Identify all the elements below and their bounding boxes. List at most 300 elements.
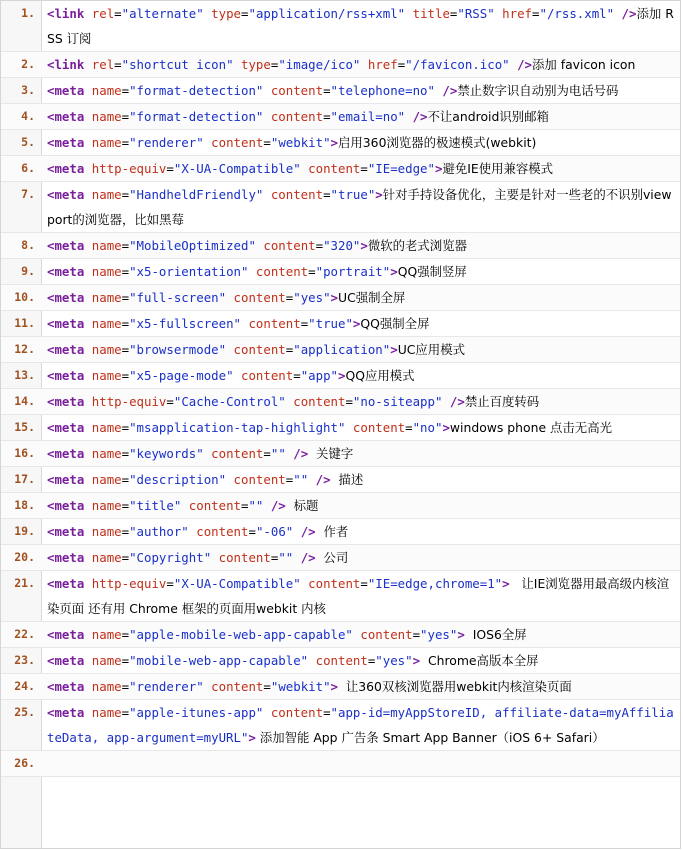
tag-close: /> xyxy=(509,57,532,72)
space xyxy=(263,109,270,124)
attribute-name: name xyxy=(91,316,122,331)
code-content xyxy=(41,259,680,284)
attribute-value: "shortcut icon" xyxy=(121,57,234,72)
equals: = xyxy=(397,57,406,72)
tag-name: <meta xyxy=(47,342,85,357)
attribute-name: content xyxy=(218,550,271,565)
attribute-name: http-equiv xyxy=(91,161,167,176)
space xyxy=(84,653,91,668)
tag-close: > xyxy=(330,679,339,694)
code-line xyxy=(1,519,680,545)
equals: = xyxy=(121,705,130,720)
space xyxy=(84,342,91,357)
attribute-value: "alternate" xyxy=(121,6,204,21)
equals: = xyxy=(121,446,130,461)
line-comment: 不让android识别邮箱 xyxy=(427,109,549,124)
equals: = xyxy=(121,550,130,565)
line-number: 19. xyxy=(14,524,35,538)
line-comment: QQ强制竖屏 xyxy=(397,264,467,279)
code-content xyxy=(41,545,680,570)
equals: = xyxy=(121,238,130,253)
line-comment: 标题 xyxy=(285,498,319,513)
attribute-value: "format-detection" xyxy=(129,109,264,124)
attribute-value: "IE=edge,chrome=1" xyxy=(367,576,503,591)
line-number: 10. xyxy=(14,290,35,304)
attribute-name: name xyxy=(91,627,122,642)
code-line xyxy=(1,52,680,78)
attribute-name: href xyxy=(367,57,398,72)
attribute-value: "full-screen" xyxy=(129,290,227,305)
tag-close: /> xyxy=(293,550,316,565)
code-line xyxy=(1,648,680,674)
tag-name: <link xyxy=(47,6,85,21)
space xyxy=(263,705,270,720)
code-line xyxy=(1,700,680,751)
attribute-name: name xyxy=(91,679,122,694)
attribute-value: "yes" xyxy=(420,627,458,642)
line-comment: 启用360浏览器的极速模式(webkit) xyxy=(338,135,537,150)
attribute-value: "apple-itunes-app" xyxy=(129,705,264,720)
attribute-name: content xyxy=(360,627,413,642)
code-content xyxy=(41,674,680,699)
line-comment: UC强制全屏 xyxy=(338,290,406,305)
attribute-value: "application" xyxy=(293,342,391,357)
attribute-name: name xyxy=(91,653,122,668)
attribute-name: name xyxy=(91,290,122,305)
attribute-value: "format-detection" xyxy=(129,83,264,98)
attribute-name: content xyxy=(352,420,406,435)
equals: = xyxy=(308,264,316,279)
equals: = xyxy=(532,6,540,21)
code-content xyxy=(41,337,680,362)
tag-close: > xyxy=(390,342,398,357)
attribute-name: content xyxy=(308,161,361,176)
tag-name: <meta xyxy=(47,264,85,279)
code-content xyxy=(41,1,680,51)
equals: = xyxy=(166,576,174,591)
tag-name: <meta xyxy=(47,316,85,331)
line-number: 2. xyxy=(21,57,35,71)
code-line xyxy=(1,104,680,130)
line-comment: 让IE浏览器用最高级内核渲染页面 还有用 Chrome 框架的页面用webkit 内核 xyxy=(47,576,670,616)
equals: = xyxy=(270,550,279,565)
tag-close: > xyxy=(338,368,346,383)
attribute-name: name xyxy=(91,342,122,357)
tag-close: > xyxy=(360,238,368,253)
attribute-value: "Cache-Control" xyxy=(173,394,286,409)
code-line xyxy=(1,363,680,389)
attribute-name: name xyxy=(91,135,122,150)
equals: = xyxy=(241,498,249,513)
code-line xyxy=(1,415,680,441)
tag-close: > xyxy=(457,627,465,642)
line-comment: 描述 xyxy=(330,472,364,487)
attribute-value: "image/ico" xyxy=(278,57,361,72)
tag-name: <meta xyxy=(47,653,85,668)
space xyxy=(84,446,91,461)
line-comment: UC应用模式 xyxy=(397,342,465,357)
tag-name: <meta xyxy=(47,161,85,176)
line-number: 14. xyxy=(14,394,35,408)
line-number: 24. xyxy=(14,679,35,693)
tag-close: > xyxy=(330,135,339,150)
equals: = xyxy=(360,576,368,591)
line-number: 22. xyxy=(14,627,35,641)
space xyxy=(84,679,91,694)
line-number: 11. xyxy=(14,316,35,330)
attribute-name: content xyxy=(255,264,309,279)
attribute-name: content xyxy=(270,109,324,124)
equals: = xyxy=(285,342,294,357)
tag-close: > xyxy=(412,653,421,668)
space xyxy=(308,653,315,668)
tag-close: > xyxy=(248,730,256,745)
attribute-name: name xyxy=(91,264,122,279)
code-line xyxy=(1,545,680,571)
space xyxy=(84,472,91,487)
equals: = xyxy=(114,57,122,72)
tag-name: <meta xyxy=(47,420,85,435)
tag-close: > xyxy=(442,420,450,435)
line-comment: IOS6全屏 xyxy=(464,627,527,642)
equals: = xyxy=(323,109,331,124)
space xyxy=(405,6,412,21)
attribute-name: title xyxy=(412,6,450,21)
attribute-name: content xyxy=(233,290,286,305)
space xyxy=(84,109,91,124)
equals: = xyxy=(241,6,249,21)
code-content xyxy=(41,441,680,466)
attribute-value: "X-UA-Compatible" xyxy=(173,576,301,591)
equals: = xyxy=(121,524,130,539)
attribute-name: name xyxy=(91,368,122,383)
code-line xyxy=(1,182,680,233)
line-comment: 公司 xyxy=(315,550,349,565)
code-content xyxy=(41,363,680,388)
attribute-name: content xyxy=(233,342,286,357)
attribute-value: "/rss.xml" xyxy=(539,6,615,21)
code-line xyxy=(1,156,680,182)
attribute-name: name xyxy=(91,550,122,565)
line-comment: 关键字 xyxy=(308,446,354,461)
attribute-value: "RSS" xyxy=(457,6,495,21)
tag-close: /> xyxy=(293,524,316,539)
line-number: 3. xyxy=(21,83,35,97)
tag-name: <meta xyxy=(47,109,85,124)
code-content xyxy=(41,130,680,155)
attribute-value: "keywords" xyxy=(129,446,204,461)
attribute-name: type xyxy=(211,6,242,21)
equals: = xyxy=(121,342,130,357)
line-comment: 添加智能 App 广告条 Smart App Banner（iOS 6+ Safari） xyxy=(255,730,605,745)
equals: = xyxy=(121,368,130,383)
attribute-value: "X-UA-Compatible" xyxy=(173,161,301,176)
tag-close: > xyxy=(434,161,443,176)
line-comment: 添加 RSS 订阅 xyxy=(47,6,674,46)
line-number: 4. xyxy=(21,109,35,123)
line-comment: 禁止百度转码 xyxy=(464,394,540,409)
code-content xyxy=(41,52,680,77)
code-line xyxy=(1,389,680,415)
attribute-value: "mobile-web-app-capable" xyxy=(129,653,309,668)
attribute-name: name xyxy=(91,472,122,487)
equals: = xyxy=(121,498,130,513)
attribute-value: "no-siteapp" xyxy=(352,394,443,409)
tag-close: > xyxy=(375,187,383,202)
attribute-name: content xyxy=(263,238,316,253)
attribute-value: "application/rss+xml" xyxy=(248,6,406,21)
tag-name: <link xyxy=(47,57,85,72)
tag-name: <meta xyxy=(47,679,85,694)
code-content xyxy=(41,467,680,492)
attribute-name: content xyxy=(233,472,286,487)
code-content xyxy=(41,389,680,414)
code-content xyxy=(41,571,680,621)
space xyxy=(263,187,270,202)
attribute-value: "yes" xyxy=(293,290,331,305)
equals: = xyxy=(367,653,376,668)
attribute-value: "x5-orientation" xyxy=(129,264,249,279)
tag-close: /> xyxy=(442,394,465,409)
attribute-value: "IE=edge" xyxy=(367,161,435,176)
equals: = xyxy=(323,83,331,98)
line-comment: 避免IE使用兼容模式 xyxy=(442,161,554,176)
attribute-name: content xyxy=(196,524,249,539)
code-content xyxy=(41,493,680,518)
line-number: 6. xyxy=(21,161,35,175)
attribute-value: "apple-mobile-web-app-capable" xyxy=(129,627,353,642)
space xyxy=(84,368,91,383)
tag-name: <meta xyxy=(47,187,85,202)
tag-close: /> xyxy=(405,109,428,124)
line-number: 5. xyxy=(21,135,35,149)
tag-name: <meta xyxy=(47,627,85,642)
tag-name: <meta xyxy=(47,550,85,565)
space xyxy=(234,368,241,383)
space xyxy=(248,264,255,279)
tag-name: <meta xyxy=(47,83,85,98)
code-line xyxy=(1,311,680,337)
line-number: 9. xyxy=(21,264,35,278)
code-line xyxy=(1,78,680,104)
space xyxy=(345,420,352,435)
line-number: 15. xyxy=(14,420,35,434)
attribute-name: name xyxy=(91,238,122,253)
line-number: 18. xyxy=(14,498,35,512)
equals: = xyxy=(121,135,130,150)
tag-name: <meta xyxy=(47,394,85,409)
equals: = xyxy=(315,238,324,253)
attribute-name: content xyxy=(270,705,324,720)
code-line xyxy=(1,259,680,285)
code-content xyxy=(41,104,680,129)
equals: = xyxy=(248,524,256,539)
attribute-value: "author" xyxy=(129,524,189,539)
code-line xyxy=(1,467,680,493)
equals: = xyxy=(166,161,174,176)
attribute-value: "app-id=myAppStoreID, affiliate-data=myAffiliateData, app-argument=myURL" xyxy=(47,705,674,745)
tag-name: <meta xyxy=(47,498,85,513)
tag-close: /> xyxy=(263,498,286,513)
line-comment: 针对手持设备优化，主要是针对一些老的不识别viewport的浏览器，比如黑莓 xyxy=(47,187,672,227)
code-content xyxy=(41,700,680,750)
attribute-value: "MobileOptimized" xyxy=(129,238,256,253)
tag-close: > xyxy=(502,576,510,591)
line-number: 26. xyxy=(14,756,35,770)
line-number: 1. xyxy=(21,6,35,20)
space xyxy=(234,57,241,72)
tag-name: <meta xyxy=(47,238,85,253)
line-number: 23. xyxy=(14,653,35,667)
attribute-name: name xyxy=(91,420,122,435)
space xyxy=(84,524,91,539)
code-content xyxy=(41,78,680,103)
code-content xyxy=(41,415,680,440)
attribute-name: name xyxy=(91,498,122,513)
attribute-value: "" xyxy=(270,446,286,461)
line-comment: 添加 favicon icon xyxy=(532,57,636,72)
tag-name: <meta xyxy=(47,705,85,720)
line-number: 25. xyxy=(14,705,35,719)
attribute-value: "x5-fullscreen" xyxy=(129,316,241,331)
equals: = xyxy=(121,290,130,305)
equals: = xyxy=(285,290,294,305)
code-content xyxy=(41,285,680,310)
equals: = xyxy=(412,627,421,642)
attribute-value: "portrait" xyxy=(315,264,391,279)
tag-name: <meta xyxy=(47,135,85,150)
attribute-value: "" xyxy=(278,550,294,565)
space xyxy=(226,290,233,305)
attribute-value: "true" xyxy=(308,316,353,331)
empty xyxy=(47,756,54,771)
space xyxy=(84,627,91,642)
line-number: 13. xyxy=(14,368,35,382)
space xyxy=(84,550,91,565)
attribute-value: "/favicon.ico" xyxy=(405,57,510,72)
space xyxy=(181,498,188,513)
tag-name: <meta xyxy=(47,524,85,539)
attribute-name: name xyxy=(91,524,122,539)
tag-name: <meta xyxy=(47,290,85,305)
attribute-value: "telephone=no" xyxy=(330,83,435,98)
space xyxy=(84,498,91,513)
attribute-value: "renderer" xyxy=(129,135,204,150)
equals: = xyxy=(323,705,331,720)
attribute-name: href xyxy=(502,6,533,21)
attribute-value: "title" xyxy=(129,498,182,513)
line-comment: QQ强制全屏 xyxy=(360,316,430,331)
line-number: 17. xyxy=(14,472,35,486)
code-line xyxy=(1,493,680,519)
attribute-name: name xyxy=(91,109,122,124)
attribute-value: "yes" xyxy=(375,653,413,668)
code-content xyxy=(41,311,680,336)
equals: = xyxy=(263,135,271,150)
attribute-name: content xyxy=(211,679,264,694)
space xyxy=(226,472,233,487)
attribute-value: "HandheldFriendly" xyxy=(129,187,264,202)
space xyxy=(263,83,270,98)
attribute-name: http-equiv xyxy=(91,394,167,409)
attribute-name: content xyxy=(248,316,301,331)
attribute-value: "320" xyxy=(323,238,361,253)
space xyxy=(84,576,91,591)
line-number: 8. xyxy=(21,238,35,252)
space xyxy=(84,83,91,98)
attribute-value: "-06" xyxy=(255,524,294,539)
code-content xyxy=(41,156,680,181)
attribute-value: "webkit" xyxy=(270,679,331,694)
equals: = xyxy=(166,394,174,409)
tag-close: /> xyxy=(308,472,331,487)
tag-name: <meta xyxy=(47,576,85,591)
space xyxy=(84,420,91,435)
attribute-name: rel xyxy=(91,57,115,72)
code-content xyxy=(41,233,680,258)
code-line xyxy=(1,751,680,777)
equals: = xyxy=(121,472,130,487)
equals: = xyxy=(121,627,130,642)
code-line xyxy=(1,674,680,700)
space xyxy=(84,290,91,305)
attribute-name: content xyxy=(241,368,294,383)
attribute-name: content xyxy=(188,498,241,513)
tag-close: /> xyxy=(434,83,458,98)
attribute-value: "renderer" xyxy=(129,679,204,694)
attribute-value: "no" xyxy=(412,420,443,435)
attribute-name: name xyxy=(91,187,122,202)
space xyxy=(84,316,91,331)
attribute-name: content xyxy=(315,653,368,668)
code-content xyxy=(41,182,680,232)
equals: = xyxy=(345,394,353,409)
equals: = xyxy=(121,109,130,124)
code-line xyxy=(1,130,680,156)
equals: = xyxy=(449,6,458,21)
code-line xyxy=(1,285,680,311)
equals: = xyxy=(323,187,331,202)
attribute-name: content xyxy=(211,135,264,150)
equals: = xyxy=(121,83,130,98)
line-comment: QQ应用模式 xyxy=(345,368,415,383)
code-line xyxy=(1,1,680,52)
attribute-value: "webkit" xyxy=(270,135,331,150)
tag-name: <meta xyxy=(47,446,85,461)
attribute-name: content xyxy=(308,576,361,591)
code-lines xyxy=(1,1,680,777)
line-comment: 禁止数字识自动别为电话号码 xyxy=(457,83,619,98)
code-content xyxy=(41,751,680,776)
equals: = xyxy=(300,316,309,331)
equals: = xyxy=(285,472,294,487)
attribute-name: name xyxy=(91,705,122,720)
equals: = xyxy=(121,316,130,331)
code-line xyxy=(1,233,680,259)
line-number: 21. xyxy=(14,576,35,590)
equals: = xyxy=(121,653,130,668)
attribute-name: name xyxy=(91,446,122,461)
space xyxy=(84,187,91,202)
equals: = xyxy=(263,446,271,461)
code-line xyxy=(1,441,680,467)
equals: = xyxy=(121,679,130,694)
equals: = xyxy=(121,187,130,202)
tag-close: > xyxy=(352,316,361,331)
attribute-value: "browsermode" xyxy=(129,342,227,357)
line-comment: 让360双核浏览器用webkit内核渲染页面 xyxy=(338,679,572,694)
space xyxy=(84,394,91,409)
